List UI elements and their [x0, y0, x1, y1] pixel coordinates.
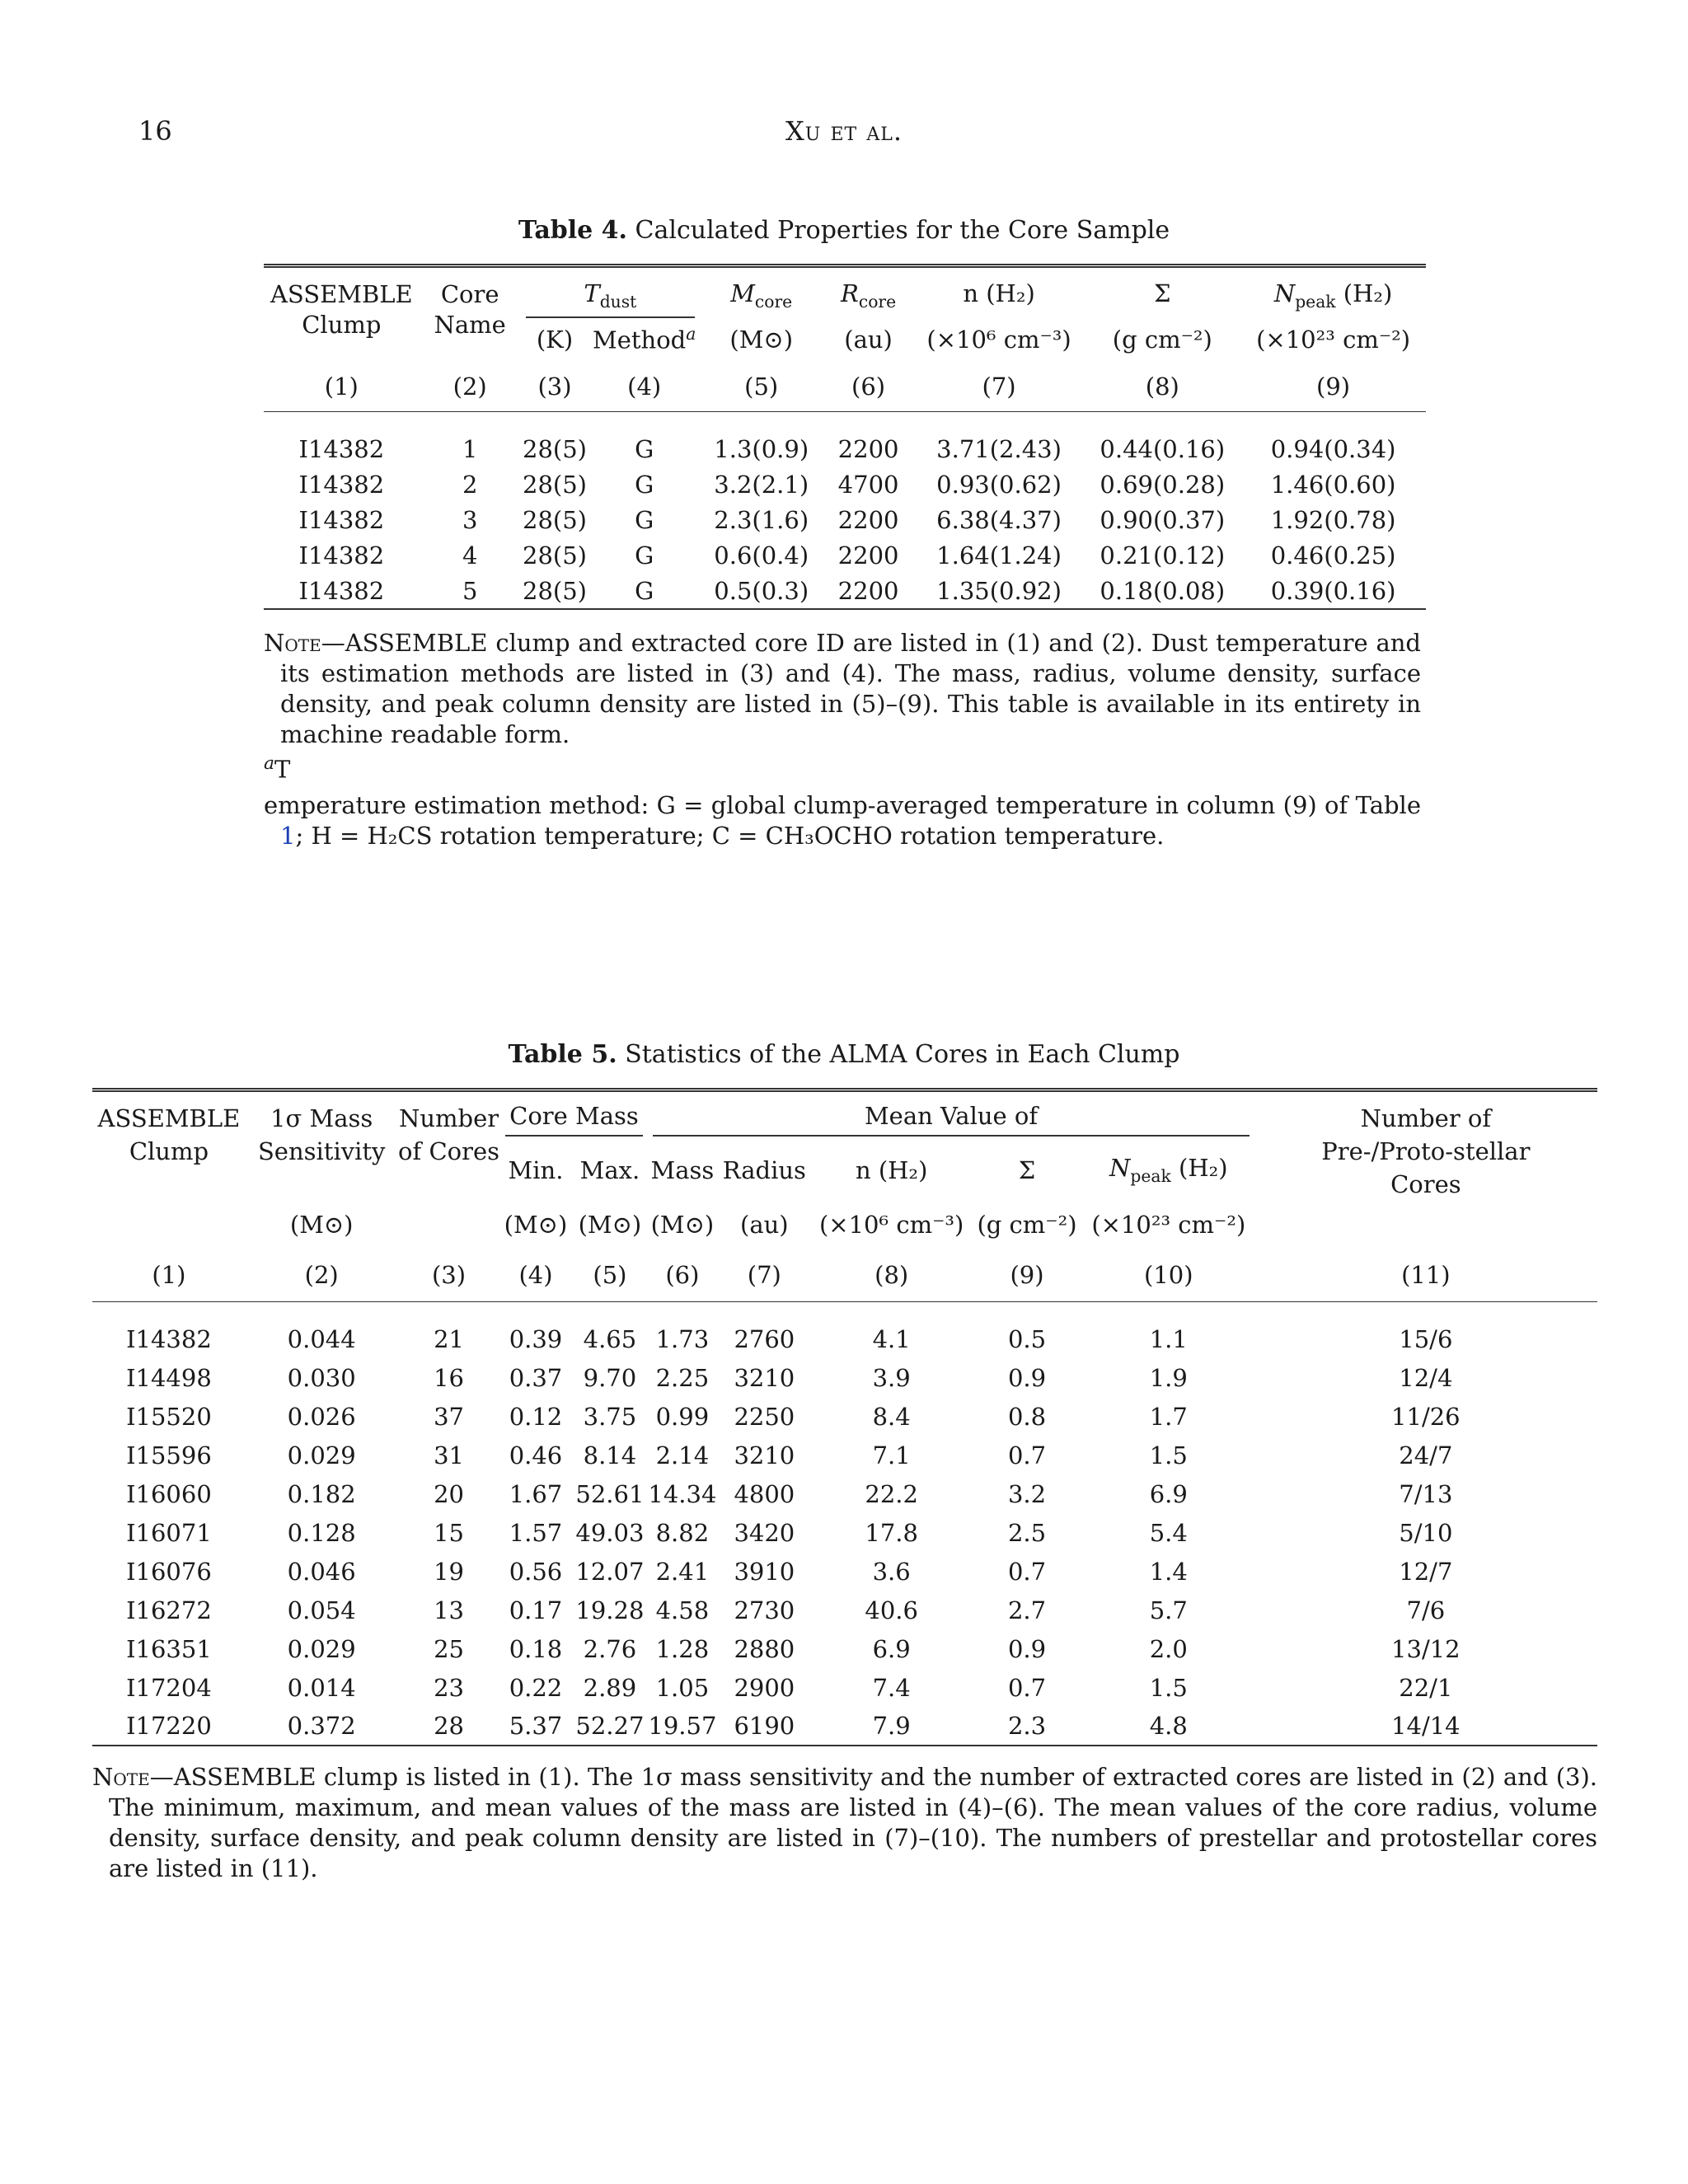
- t4-head-clump: ASSEMBLE Clump: [270, 280, 413, 339]
- table-row: [92, 1358, 1597, 1397]
- table-cell: 3.2(2.1): [714, 471, 809, 499]
- table-cell: 6.9: [872, 1634, 911, 1663]
- table-cell: 0.046: [287, 1557, 356, 1586]
- table-cell: 2200: [837, 541, 899, 570]
- table-cell: I16076: [126, 1557, 212, 1586]
- table-row: [92, 1319, 1597, 1358]
- table-row: [92, 1591, 1597, 1629]
- table-cell: 2200: [837, 576, 899, 605]
- table-cell: 2.89: [583, 1673, 637, 1702]
- t4-head-mcore-unit: (M⊙): [729, 325, 794, 354]
- table5-caption: Table 5. Statistics of the ALMA Cores in Each Clump: [508, 1040, 1180, 1069]
- table-cell: I14382: [298, 506, 385, 535]
- table-cell: 0.18: [509, 1634, 563, 1663]
- t4-head-rcore-unit: (au): [844, 325, 893, 354]
- t5-head-mass: Mass: [650, 1155, 715, 1184]
- table-row: [264, 467, 1426, 503]
- table-cell: 7.1: [872, 1441, 911, 1469]
- table-cell: 31: [434, 1441, 464, 1469]
- table-cell: 0.182: [287, 1479, 356, 1508]
- table-cell: G: [635, 471, 654, 499]
- table-cell: 2.5: [1007, 1518, 1047, 1547]
- table-cell: 0.99: [655, 1402, 710, 1431]
- table-cell: 0.044: [287, 1324, 356, 1353]
- table-cell: 7/13: [1399, 1479, 1453, 1508]
- running-head: Xu et al.: [785, 115, 903, 147]
- table-cell: 0.9: [1007, 1634, 1047, 1663]
- table-cell: 7/6: [1406, 1596, 1446, 1624]
- table-cell: 19: [434, 1557, 464, 1586]
- table-row: [264, 574, 1426, 609]
- table-cell: 0.8: [1007, 1402, 1047, 1431]
- table-cell: 0.6(0.4): [714, 541, 809, 570]
- table-cell: 0.030: [287, 1363, 356, 1392]
- table-cell: 1.73: [655, 1324, 710, 1353]
- table-cell: 2730: [734, 1596, 795, 1624]
- table-cell: 9.70: [583, 1363, 637, 1392]
- t5-head-number: Number of Cores: [398, 1104, 499, 1165]
- table-cell: 1: [462, 435, 478, 464]
- table-cell: 1.5: [1149, 1441, 1188, 1469]
- table-cell: 0.93(0.62): [936, 471, 1062, 499]
- table-cell: 6.9: [1149, 1479, 1188, 1508]
- table-cell: I14382: [126, 1324, 212, 1353]
- table-cell: 3.2: [1007, 1479, 1047, 1508]
- table-cell: 13/12: [1391, 1634, 1461, 1663]
- table-cell: 0.21(0.12): [1100, 541, 1226, 570]
- table-cell: 0.94(0.34): [1270, 435, 1396, 464]
- t5-head-sigma: Σ: [1018, 1155, 1036, 1184]
- table-cell: 2200: [837, 506, 899, 535]
- table-cell: 8.82: [655, 1518, 710, 1547]
- table-cell: 0.5(0.3): [714, 576, 809, 605]
- table-cell: 28(5): [523, 576, 587, 605]
- table-cell: 28(5): [523, 506, 587, 535]
- table-cell: 3.6: [872, 1557, 911, 1586]
- t5-head-sensitivity: 1σ Mass Sensitivity: [257, 1104, 386, 1165]
- table-cell: 1.46(0.60): [1270, 471, 1396, 499]
- table-cell: I14382: [298, 471, 385, 499]
- table-cell: 0.128: [287, 1518, 356, 1547]
- t5-head-min: Min.: [508, 1155, 564, 1184]
- table-cell: 0.054: [287, 1596, 356, 1624]
- t4-head-n-unit: (×10⁶ cm⁻³): [926, 325, 1071, 354]
- table-cell: 3.9: [872, 1363, 911, 1392]
- table-cell: 1.64(1.24): [936, 541, 1062, 570]
- table-cell: 0.12: [509, 1402, 563, 1431]
- table4-caption: Table 4. Calculated Properties for the Core Sample: [518, 216, 1170, 245]
- table-cell: 16: [434, 1363, 464, 1392]
- table-row: [264, 538, 1426, 574]
- table-cell: 28: [434, 1712, 464, 1740]
- table-cell: I14382: [298, 541, 385, 570]
- table4-note: Note—ASSEMBLE clump and extracted core ID are listed in (1) and (2). Dust temperature and its estimation methods are listed in (3) and (4). The mass, radius, volume density, surface density, and peak column density are listed in (5)–(9). This table is available in its entirety in machine readable form.: [264, 629, 1421, 748]
- t4-head-k: (K): [536, 325, 574, 354]
- table-cell: 23: [434, 1673, 464, 1702]
- t5-colnums: (1) (2) (3) (4) (5) (6) (7) (8) (9) (10) (11): [92, 1249, 1597, 1301]
- t4-head-mcore: $M_{core}$: [730, 279, 793, 312]
- table-cell: 7.9: [872, 1712, 911, 1740]
- table-row: [264, 503, 1426, 538]
- table-cell: 15/6: [1399, 1324, 1453, 1353]
- table-cell: 25: [434, 1634, 464, 1663]
- table-cell: 0.026: [287, 1402, 356, 1431]
- table-cell: 1.7: [1149, 1402, 1188, 1431]
- table-row: [92, 1668, 1597, 1707]
- t4-head-npeak-unit: (×10²³ cm⁻²): [1256, 325, 1411, 354]
- table-cell: 3.75: [583, 1402, 637, 1431]
- table-cell: 1.3(0.9): [714, 435, 809, 464]
- table-cell: 0.90(0.37): [1100, 506, 1226, 535]
- table-cell: 1.05: [655, 1673, 710, 1702]
- t4-head-sigma-unit: (g cm⁻²): [1112, 325, 1212, 354]
- t4-head-core: Core Name: [434, 280, 506, 339]
- table-row: [92, 1552, 1597, 1591]
- table-cell: 1.67: [509, 1479, 563, 1508]
- table-cell: 12.07: [575, 1557, 645, 1586]
- page-number: 16: [138, 115, 172, 147]
- table-cell: 3210: [734, 1441, 795, 1469]
- table-cell: 3: [462, 506, 478, 535]
- table-cell: 37: [434, 1402, 464, 1431]
- table-row: [92, 1629, 1597, 1668]
- table-cell: 5: [462, 576, 478, 605]
- t4-head-rcore: $R_{core}$: [841, 279, 897, 312]
- table-cell: 3910: [734, 1557, 795, 1586]
- table-cell: 1.5: [1149, 1673, 1188, 1702]
- t5-head-n: n (H₂): [855, 1155, 928, 1184]
- table-cell: 49.03: [575, 1518, 645, 1547]
- table-cell: 52.61: [575, 1479, 645, 1508]
- table-cell: 2.3(1.6): [714, 506, 809, 535]
- table-cell: 12/4: [1399, 1363, 1453, 1392]
- table-cell: 1.9: [1149, 1363, 1188, 1392]
- table1-link[interactable]: 1: [280, 821, 296, 850]
- table-cell: 4.65: [583, 1324, 637, 1353]
- table-cell: 1.92(0.78): [1270, 506, 1396, 535]
- table-cell: 0.18(0.08): [1100, 576, 1226, 605]
- table-cell: G: [635, 435, 654, 464]
- table-cell: 2880: [734, 1634, 795, 1663]
- table-cell: 3420: [734, 1518, 795, 1547]
- table-row: [92, 1436, 1597, 1474]
- table-cell: 6190: [734, 1712, 795, 1740]
- table-cell: 40.6: [865, 1596, 918, 1624]
- table-cell: 2200: [837, 435, 899, 464]
- table-cell: 28(5): [523, 471, 587, 499]
- table-cell: 1.1: [1149, 1324, 1188, 1353]
- table-cell: 0.69(0.28): [1100, 471, 1226, 499]
- t5-head-clump: ASSEMBLE Clump: [97, 1104, 241, 1165]
- table-cell: I17204: [126, 1673, 212, 1702]
- table-cell: 0.56: [509, 1557, 563, 1586]
- table-cell: 0.17: [509, 1596, 563, 1624]
- table-cell: 2.7: [1007, 1596, 1047, 1624]
- table-cell: 0.39(0.16): [1270, 576, 1396, 605]
- t4-head-sigma: Σ: [1154, 279, 1171, 307]
- table-cell: 14/14: [1391, 1712, 1461, 1740]
- table-cell: 11/26: [1391, 1402, 1461, 1431]
- table-cell: 2900: [734, 1673, 795, 1702]
- table-cell: 1.57: [509, 1518, 563, 1547]
- t5-head-coremass: Core Mass: [500, 1102, 649, 1139]
- table-cell: 0.39: [509, 1324, 563, 1353]
- table-cell: 0.37: [509, 1363, 563, 1392]
- table-cell: 0.9: [1007, 1363, 1047, 1392]
- t5-head-max: Max.: [579, 1155, 640, 1184]
- t4-head-tdust: $T_{dust}$: [521, 279, 700, 318]
- table-cell: I14382: [298, 435, 385, 464]
- table-cell: 0.46: [509, 1441, 563, 1469]
- t5-head-mean: Mean Value of: [648, 1102, 1254, 1139]
- table-cell: 4.8: [1149, 1712, 1188, 1740]
- table-cell: 28(5): [523, 541, 587, 570]
- table-cell: 1.35(0.92): [936, 576, 1062, 605]
- table-cell: 0.5: [1007, 1324, 1047, 1353]
- table-cell: 5.4: [1149, 1518, 1188, 1547]
- table-cell: 1.28: [655, 1634, 710, 1663]
- table-cell: I16272: [126, 1596, 212, 1624]
- t5-head-radius: Radius: [722, 1155, 806, 1184]
- t4-head-method: Method$^a$: [593, 324, 696, 355]
- table-cell: 0.014: [287, 1673, 356, 1702]
- table-cell: 2.41: [655, 1557, 710, 1586]
- table-cell: I17220: [126, 1712, 212, 1740]
- table-cell: 0.029: [287, 1441, 356, 1469]
- table-cell: I16351: [126, 1634, 212, 1663]
- table4-footnote: $^a$T emperature estimation method: G = global clump-averaged temperature in column (9) of Table 1; H = H₂CS rotation temperature; C = CH₃OCHO rotation temperature.: [264, 753, 1421, 850]
- table-cell: I14382: [298, 576, 385, 605]
- table-row: [92, 1707, 1597, 1746]
- table-cell: 0.372: [287, 1712, 356, 1740]
- table-cell: 22.2: [865, 1479, 918, 1508]
- table-cell: 17.8: [865, 1518, 918, 1547]
- table5-note: Note—ASSEMBLE clump is listed in (1). The 1σ mass sensitivity and the number of extracted cores are listed in (2) and (3). The minimum, maximum, and mean values of the mass are listed in (4)–(6). The mean values of the core radius, volume density, surface density, and peak column density are listed in (7)–(10). The numbers of prestellar and protostellar cores are listed in (11).: [92, 1763, 1597, 1882]
- table-cell: 2.76: [583, 1634, 637, 1663]
- table-cell: 4700: [837, 471, 899, 499]
- t5-units: (M⊙) (M⊙) (M⊙) (M⊙) (au) (×10⁶ cm⁻³) (g cm⁻²) (×10²³ cm⁻²): [289, 1211, 1246, 1239]
- table-cell: 3210: [734, 1363, 795, 1392]
- table-row: [92, 1474, 1597, 1513]
- t4-colnums: (1) (2) (3) (4) (5) (6) (7) (8) (9): [264, 361, 1426, 412]
- t4-head-npeak: $N_{peak}$ (H₂): [1273, 279, 1393, 312]
- table-row: [92, 1397, 1597, 1436]
- table-cell: 0.7: [1007, 1441, 1047, 1469]
- table-cell: 4: [462, 541, 478, 570]
- table-cell: 0.22: [509, 1673, 563, 1702]
- table-cell: 8.4: [872, 1402, 911, 1431]
- table-cell: 0.46(0.25): [1270, 541, 1396, 570]
- table-cell: 4.58: [655, 1596, 710, 1624]
- table-cell: 2: [462, 471, 478, 499]
- table-cell: 3.71(2.43): [936, 435, 1062, 464]
- t5-head-preproto: Number of Pre-/Proto-stellar Cores: [1321, 1104, 1531, 1198]
- table-row: [92, 1513, 1597, 1552]
- table4: [264, 264, 1426, 610]
- t5-head-npeak: $N_{peak}$ (H₂): [1109, 1154, 1228, 1186]
- table-cell: I15596: [126, 1441, 212, 1469]
- table-cell: G: [635, 506, 654, 535]
- table-cell: 5/10: [1399, 1518, 1453, 1547]
- table-cell: 20: [434, 1479, 464, 1508]
- table-cell: 5.7: [1149, 1596, 1188, 1624]
- table-cell: 12/7: [1399, 1557, 1453, 1586]
- table-cell: 15: [434, 1518, 464, 1547]
- table-cell: 24/7: [1399, 1441, 1453, 1469]
- table-cell: 14.34: [648, 1479, 717, 1508]
- table-cell: 2.14: [655, 1441, 710, 1469]
- table-cell: 21: [434, 1324, 464, 1353]
- table-cell: 2.25: [655, 1363, 710, 1392]
- table-cell: 2.0: [1149, 1634, 1188, 1663]
- table-cell: 2.3: [1007, 1712, 1047, 1740]
- table5: [92, 1088, 1597, 1746]
- table-cell: 4.1: [872, 1324, 911, 1353]
- t4-head-n: n (H₂): [963, 279, 1035, 307]
- table-cell: 52.27: [575, 1712, 645, 1740]
- table-row: [264, 432, 1426, 467]
- table-cell: 6.38(4.37): [936, 506, 1062, 535]
- table-cell: 8.14: [583, 1441, 637, 1469]
- table-cell: 13: [434, 1596, 464, 1624]
- table-cell: 28(5): [523, 435, 587, 464]
- table-cell: 4800: [734, 1479, 795, 1508]
- table-cell: 5.37: [509, 1712, 563, 1740]
- table-cell: I14498: [126, 1363, 212, 1392]
- table-cell: G: [635, 576, 654, 605]
- table-cell: 0.44(0.16): [1100, 435, 1226, 464]
- table-cell: 19.57: [648, 1712, 717, 1740]
- table-cell: 7.4: [872, 1673, 911, 1702]
- table-cell: 0.029: [287, 1634, 356, 1663]
- table-cell: I15520: [126, 1402, 212, 1431]
- table-cell: 2760: [734, 1324, 795, 1353]
- table-cell: 0.7: [1007, 1557, 1047, 1586]
- table-cell: G: [635, 541, 654, 570]
- table-cell: I16071: [126, 1518, 212, 1547]
- table-cell: 19.28: [575, 1596, 645, 1624]
- table-cell: I16060: [126, 1479, 212, 1508]
- table-cell: 1.4: [1149, 1557, 1188, 1586]
- table-cell: 2250: [734, 1402, 795, 1431]
- table-cell: 22/1: [1399, 1673, 1453, 1702]
- table-cell: 0.7: [1007, 1673, 1047, 1702]
